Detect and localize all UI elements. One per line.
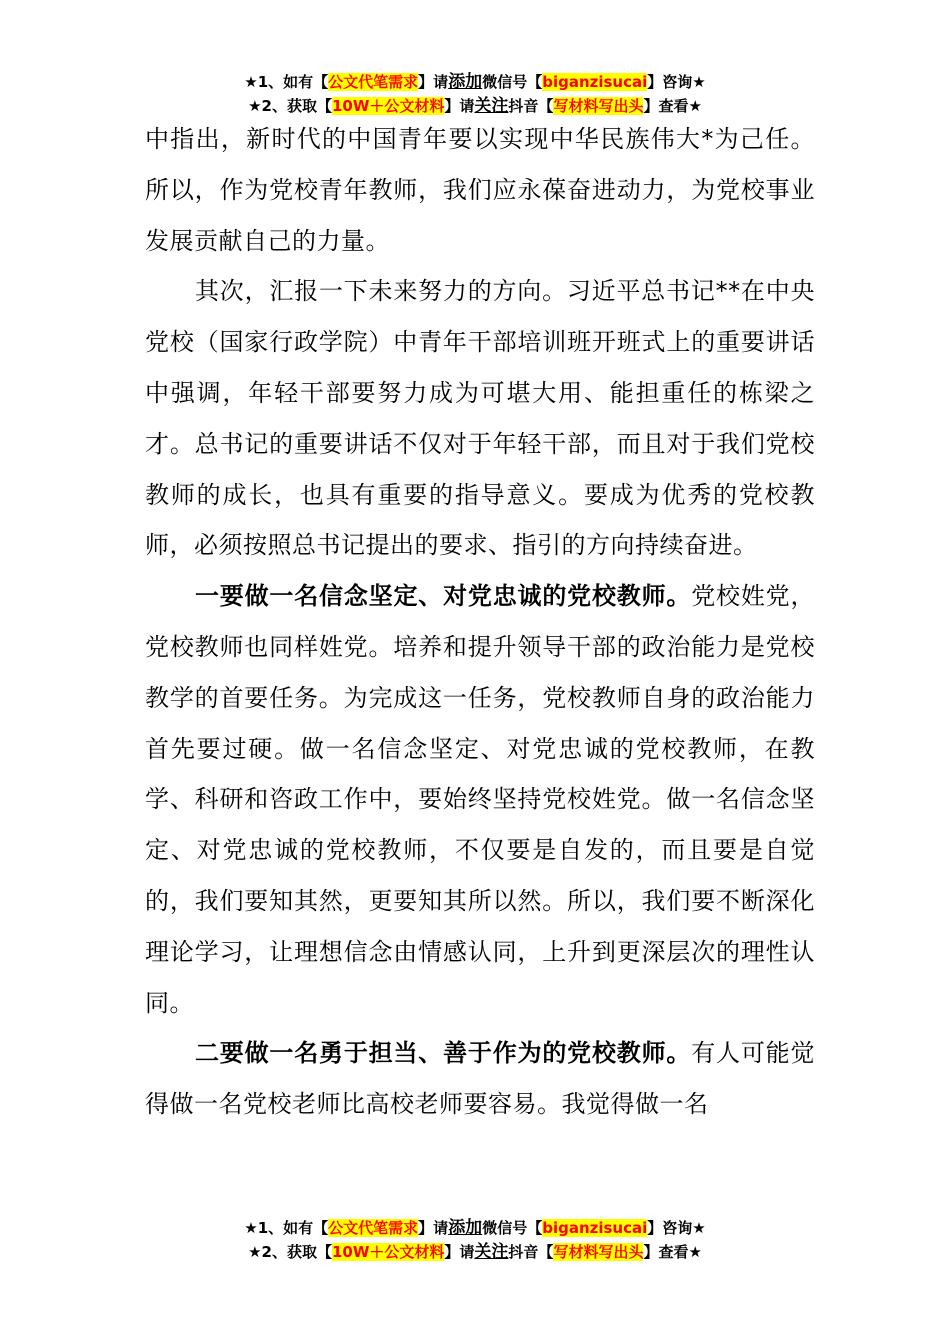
promo-text: 】请 bbox=[444, 97, 475, 115]
paragraph-3 bbox=[145, 571, 815, 1028]
promo-text: 】查看★ bbox=[643, 97, 702, 115]
promo-line-1 bbox=[0, 70, 950, 94]
promo-text: 微信号【 bbox=[482, 73, 543, 91]
paragraph-text: 党校姓党，党校教师也同样姓党。培养和提升领导干部的政治能力是党校教学的首要任务。为完成这一任务，党校教师自身的政治能力首先要过硬。做一名信念坚定、对党忠诚的党校教师，在教学、科研和咨政工作中，要始终坚持党校姓党。做一名信念坚定、对党忠诚的党校教师，不仅要是自发的，而且要是自觉的，我们要知其然，更要知其所以然。所以，我们要不断深化理论学习，让理想信念由情感认同，上升到更深层次的理性认同。 bbox=[145, 582, 815, 1017]
promo-highlight: 写材料写出头 bbox=[553, 97, 644, 115]
promo-text: ★1、如有【 bbox=[244, 1219, 329, 1237]
promo-underline: 关注 bbox=[474, 1242, 509, 1262]
promo-text: 】请 bbox=[418, 1219, 449, 1237]
promo-highlight: biganzisucai bbox=[542, 73, 648, 91]
document-body bbox=[145, 114, 815, 1130]
promo-underline: 添加 bbox=[448, 1218, 483, 1238]
paragraph-2: 其次，汇报一下未来努力的方向。习近平总书记**在中央党校（国家行政学院）中青年干部培训班开班式上的重要讲话中强调，年轻干部要努力成为可堪大用、能担重任的栋梁之才。总书记的重要讲话不仅对于年轻干部，而且对于我们党校教师的成长，也具有重要的指导意义。要成为优秀的党校教师，必须按照总书记提出的要求、指引的方向持续奋进。 bbox=[145, 277, 815, 560]
promo-highlight: 10W＋公文材料 bbox=[331, 1243, 445, 1261]
promo-text: 】咨询★ bbox=[647, 73, 706, 91]
promo-text: ★2、获取【 bbox=[248, 97, 332, 115]
promo-highlight: 公文代笔需求 bbox=[328, 73, 419, 91]
promo-text: ★2、获取【 bbox=[248, 1243, 332, 1261]
promo-highlight: 写材料写出头 bbox=[553, 1243, 644, 1261]
paragraph-heading: 二要做一名勇于担当、善于作为的党校教师。 bbox=[195, 1039, 692, 1068]
promo-text: 】请 bbox=[444, 1243, 475, 1261]
promo-underline: 关注 bbox=[474, 96, 509, 116]
promo-line-1 bbox=[0, 1216, 950, 1240]
promo-text: ★1、如有【 bbox=[244, 73, 329, 91]
promo-highlight: 公文代笔需求 bbox=[328, 1219, 419, 1237]
paragraph-4 bbox=[145, 1028, 815, 1130]
promo-line-2 bbox=[0, 1240, 950, 1264]
footer-promo-banner bbox=[0, 1216, 950, 1264]
promo-highlight: biganzisucai bbox=[542, 1219, 648, 1237]
promo-text: 抖音【 bbox=[508, 1243, 554, 1261]
promo-text: 】查看★ bbox=[643, 1243, 702, 1261]
promo-text: 】咨询★ bbox=[647, 1219, 706, 1237]
promo-text: 】请 bbox=[418, 73, 449, 91]
promo-highlight: 10W＋公文材料 bbox=[331, 97, 445, 115]
header-promo-banner bbox=[0, 70, 950, 118]
paragraph-text: 有人可能觉得做一名党校老师比高校老师要容易。我觉得做一名 bbox=[145, 1039, 815, 1119]
promo-underline: 添加 bbox=[448, 72, 483, 92]
promo-text: 抖音【 bbox=[508, 97, 554, 115]
promo-text: 微信号【 bbox=[482, 1219, 543, 1237]
paragraph-heading: 一要做一名信念坚定、对党忠诚的党校教师。 bbox=[195, 582, 692, 611]
paragraph-1: 中指出，新时代的中国青年要以实现中华民族伟大*为己任。所以，作为党校青年教师，我们应永葆奋进动力，为党校事业发展贡献自己的力量。 bbox=[145, 125, 815, 255]
